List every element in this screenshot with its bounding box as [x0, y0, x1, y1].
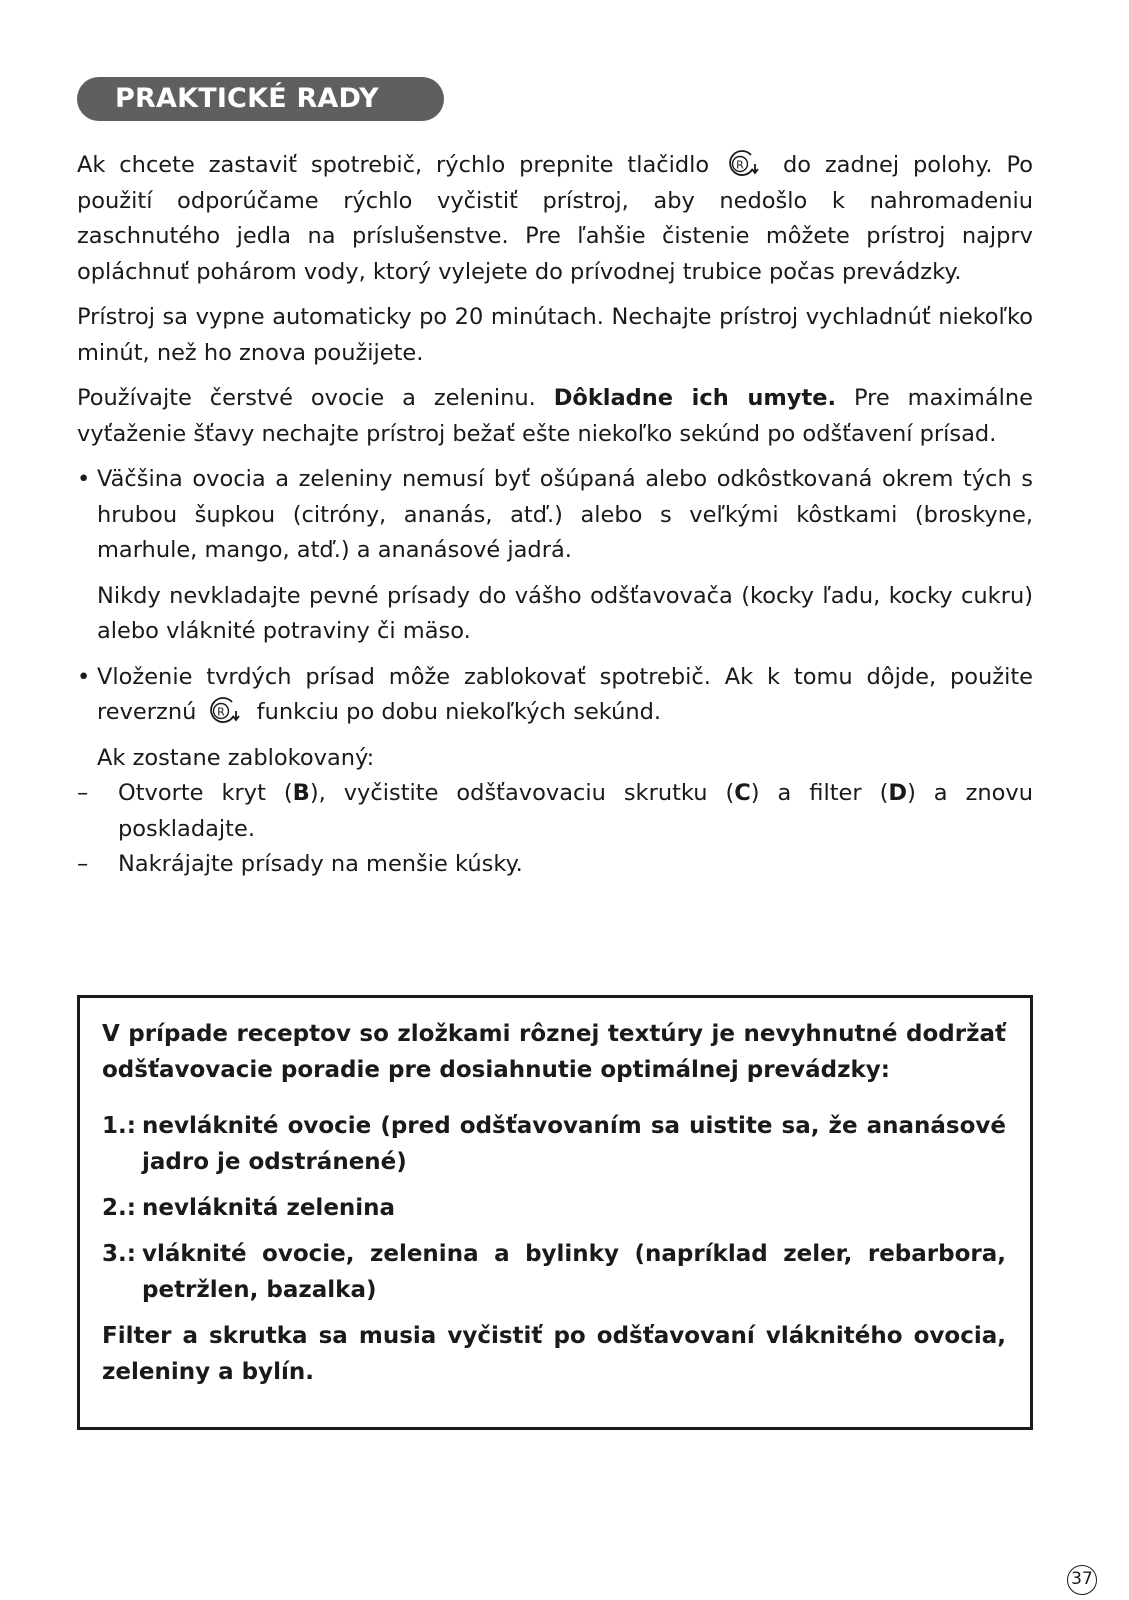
section-heading: PRAKTICKÉ RADY	[77, 77, 444, 121]
svg-text:R: R	[216, 705, 225, 719]
order-item: 1.: nevláknité ovocie (pred odšťavovaním sa uistite sa, že ananásové jadro je odstránené)	[102, 1113, 1006, 1175]
dash-mark: –	[77, 851, 89, 877]
bullet-peeling: • Väčšina ovocia a zeleniny nemusí byť ošúpaná alebo odkôstkovaná okrem tých s hrubou šupkou (citróny, ananás, atď.) alebo s veľkými kôstkami (broskyne, marhule, mango, atď.) a ananásové jadrá.	[77, 462, 1033, 569]
dash-mark: –	[77, 780, 89, 806]
order-item: 2.: nevláknitá zelenina	[102, 1195, 396, 1221]
order-item: 3.: vláknité ovocie, zelenina a bylinky (napríklad zeler, rebarbora, petržlen, bazalka)	[102, 1241, 1006, 1303]
reverse-function-icon	[206, 697, 248, 725]
bullet-mark: •	[77, 466, 91, 492]
svg-text:R: R	[736, 158, 744, 172]
box-footer: Filter a skrutka sa musia vyčistiť po odšťavovaní vláknitého ovocia, zeleniny a bylín.	[102, 1323, 1006, 1385]
main-content	[77, 148, 1033, 883]
paragraph-stop-cleaning: Ak chcete zastaviť spotrebič, rýchlo prepnite tlačidlo R do zadnej polohy. Po použití odporúčame rýchlo vyčistiť prístroj, aby nedošlo k nahromadeniu zaschnutého jedla na príslušenstve. Pre ľahšie čistenie môžete prístroj najprv opláchnuť pohárom vody, ktorý vylejete do prívodnej trubice počas prevádzky.	[77, 152, 1033, 285]
bullet-mark: •	[77, 663, 91, 690]
reverse-button-icon	[725, 150, 767, 178]
paragraph-fresh-fruit: Používajte čerstvé ovocie a zeleninu. Dôkladne ich umyte. Pre maximálne vyťaženie šťavy nechajte prístroj bežať ešte niekoľko sekúnd po odšťavení prísad.	[77, 385, 1033, 447]
note-if-blocked: Ak zostane zablokovaný:	[97, 744, 375, 771]
paragraph-auto-off: Prístroj sa vypne automaticky po 20 minútach. Nechajte prístroj vychladnúť niekoľko minút, než ho znova použijete.	[77, 304, 1033, 366]
juicing-order-box	[77, 995, 1033, 1430]
box-intro: V prípade receptov so zložkami rôznej textúry je nevyhnutné dodržať odšťavovacie poradie pre dosiahnutie optimálnej prevádzky:	[102, 1021, 1006, 1083]
note-never-insert: Nikdy nevkladajte pevné prísady do vášho odšťavovača (kocky ľadu, kocky cukru) alebo vláknité potraviny či mäso.	[97, 582, 1033, 644]
page-number: 37	[1067, 1565, 1097, 1595]
dash-item-open-cover: – Otvorte kryt (B), vyčistite odšťavovaciu skrutku (C) a filter (D) a znovu poskladajte.	[77, 776, 1033, 847]
dash-item-cut-smaller: – Nakrájajte prísady na menšie kúsky.	[77, 847, 1033, 883]
bullet-blocked: • Vloženie tvrdých prísad môže zablokovať spotrebič. Ak k tomu dôjde, použite reverznú R funkciu po dobu niekoľkých sekúnd.	[77, 660, 1033, 731]
